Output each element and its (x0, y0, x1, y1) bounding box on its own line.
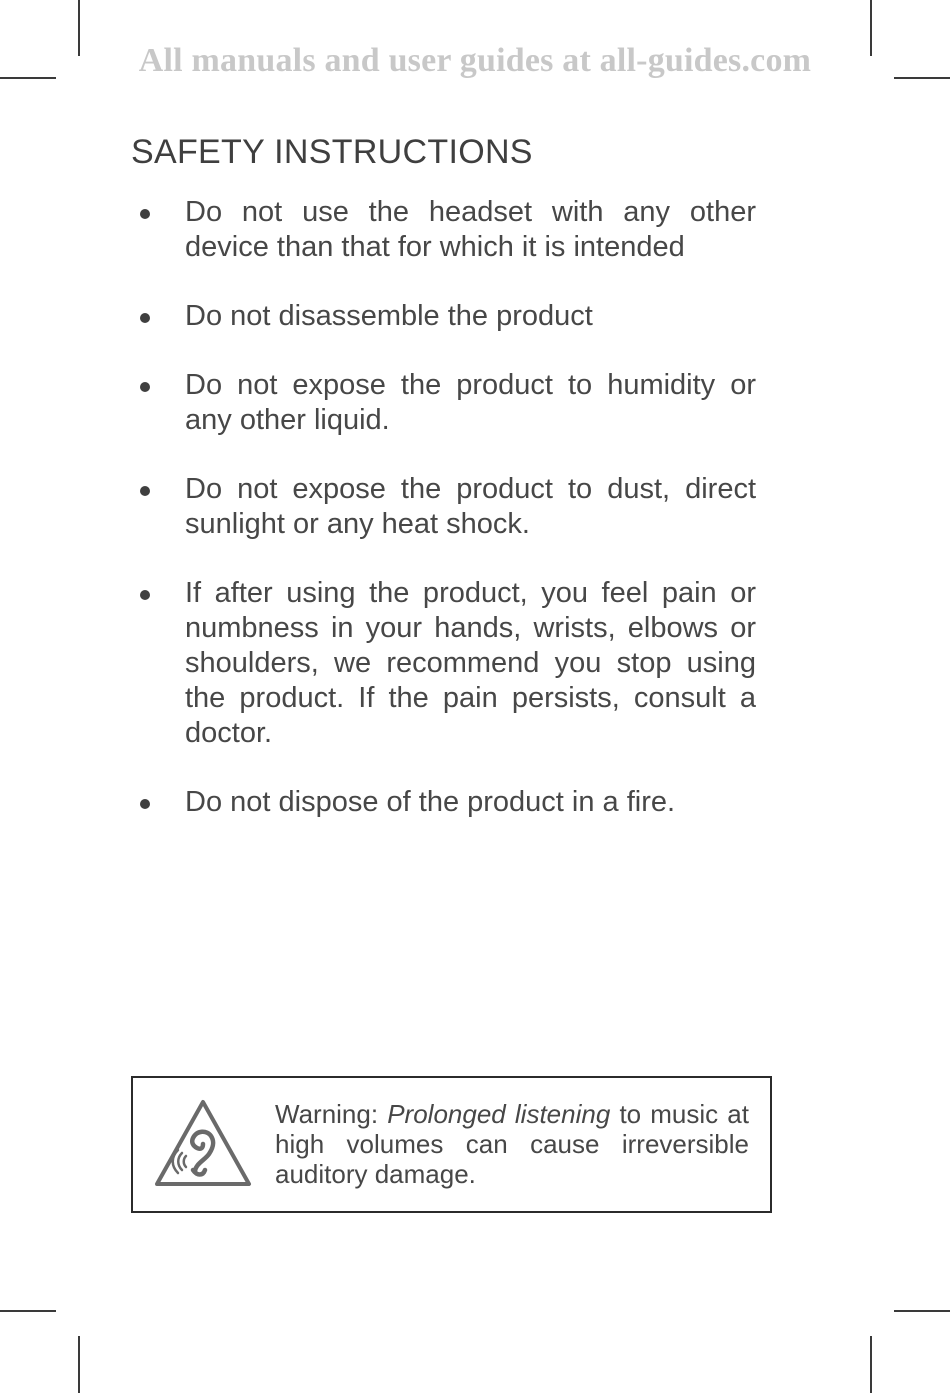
bullet-icon (140, 313, 150, 323)
page-title: SAFETY INSTRUCTIONS (131, 133, 533, 171)
crop-mark-bottom-left-horizontal (0, 1310, 56, 1312)
list-item (131, 195, 771, 265)
crop-mark-bottom-right-horizontal (894, 1310, 950, 1312)
watermark: All manuals and user guides at all-guides.com (138, 42, 812, 79)
list-item (131, 368, 771, 438)
list-item-text: Do not dispose of the product in a fire. (185, 786, 676, 818)
list-item-text: Do not expose the product to dust, direct sunlight or any heat shock. (185, 473, 756, 540)
bullet-icon (140, 209, 150, 219)
warning-body: to music at high volumes can cause irreversible auditory damage. (275, 1099, 749, 1189)
safety-list (131, 195, 771, 854)
list-item-text: If after using the product, you feel pain or numbness in your hands, wrists, elbows or shoulders, we recommend you stop using the product. If the pain persists, consult a doctor. (185, 577, 756, 749)
bullet-icon (140, 799, 150, 809)
list-item (131, 576, 771, 751)
hearing-warning-icon (153, 1098, 253, 1190)
crop-mark-bottom-left-vertical (78, 1336, 80, 1393)
warning-box (131, 1076, 772, 1213)
list-item-text: Do not use the headset with any other device than that for which it is intended (185, 196, 756, 263)
bullet-icon (140, 486, 150, 496)
bullet-icon (140, 382, 150, 392)
list-item-text: Do not disassemble the product (185, 300, 593, 332)
bullet-icon (140, 590, 150, 600)
list-item (131, 299, 771, 334)
list-item-text: Do not expose the product to humidity or any other liquid. (185, 369, 756, 436)
list-item (131, 472, 771, 542)
list-item (131, 785, 771, 820)
warning-emphasis: Prolonged listening (387, 1099, 611, 1129)
crop-mark-bottom-right-vertical (870, 1336, 872, 1393)
warning-text (275, 1099, 749, 1189)
warning-label: Warning: (275, 1099, 379, 1129)
